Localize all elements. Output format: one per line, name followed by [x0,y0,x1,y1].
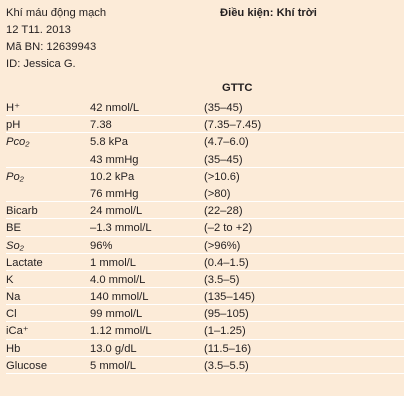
parameter-value: 4.0 mmol/L [90,273,146,286]
parameter-label: Na [6,291,21,304]
parameter-label: BE [6,222,21,235]
reference-range: (0.4–1.5) [204,256,249,269]
parameter-value: –1.3 mmol/L [90,222,152,235]
parameter-label: Lactate [6,256,43,269]
parameter-label: K [6,273,14,286]
results-table [6,99,404,374]
result-row [6,357,404,374]
result-row [6,219,404,236]
patient-info [6,5,398,73]
result-row [6,340,404,357]
reference-range: (3.5–5) [204,273,240,286]
report-title: Khí máu động mạch [6,7,107,19]
result-row [6,288,404,305]
result-row [6,133,404,150]
parameter-label: Po₂ [6,170,24,183]
parameter-label: iCa⁺ [6,325,29,338]
result-row [6,99,404,116]
result-row [6,202,404,219]
parameter-value: 24 mmol/L [90,205,143,218]
reference-range: (4.7–6.0) [204,136,249,149]
reference-range: (–2 to +2) [204,222,253,235]
parameter-value: 76 mmHg [90,187,139,200]
result-row [6,305,404,322]
patient-id: ID: Jessica G. [6,58,76,70]
reference-range: (35–45) [204,153,243,166]
parameter-label: Hb [6,342,21,355]
result-row [6,151,404,168]
reference-range: (>10.6) [204,170,240,183]
reference-range: (>80) [204,187,231,200]
parameter-label: So₂ [6,239,24,252]
result-row [6,254,404,271]
parameter-value: 5 mmol/L [90,359,137,372]
parameter-value: 7.38 [90,119,112,132]
parameter-label: Bicarb [6,205,38,218]
report-header [6,5,398,73]
parameter-label: Pco₂ [6,136,30,149]
parameter-value: 99 mmol/L [90,308,143,321]
reference-range: (7.35–7.45) [204,119,262,132]
result-row [6,271,404,288]
reference-range: (95–105) [204,308,249,321]
result-row [6,322,404,339]
reference-range: (>96%) [204,239,241,252]
reference-range: (11.5–16) [204,342,252,355]
result-row [6,168,404,185]
report-date: 12 T11. 2013 [6,24,71,36]
parameter-label: Cl [6,308,17,321]
reference-range: (3.5–5.5) [204,359,249,372]
reference-range-header: GTTC [222,82,253,94]
parameter-label: Glucose [6,359,48,372]
result-row [6,185,404,202]
parameter-value: 5.8 kPa [90,136,128,149]
parameter-value: 10.2 kPa [90,170,135,183]
parameter-value: 1.12 mmol/L [90,325,152,338]
parameter-value: 43 mmHg [90,153,139,166]
parameter-value: 13.0 g/dL [90,342,137,355]
reference-range: (1–1.25) [204,325,246,338]
result-row [6,116,404,133]
reference-range: (35–45) [204,102,243,114]
parameter-label: H⁺ [6,102,20,114]
patient-number: Mã BN: 12639943 [6,41,97,53]
parameter-value: 42 nmol/L [90,102,140,114]
parameter-label: pH [6,119,21,132]
parameter-value: 1 mmol/L [90,256,137,269]
parameter-value: 96% [90,239,113,252]
reference-range: (135–145) [204,291,256,304]
parameter-value: 140 mmol/L [90,291,149,304]
sampling-condition: Điều kiện: Khí trời [220,7,317,19]
result-row [6,237,404,254]
reference-range: (22–28) [204,205,243,218]
